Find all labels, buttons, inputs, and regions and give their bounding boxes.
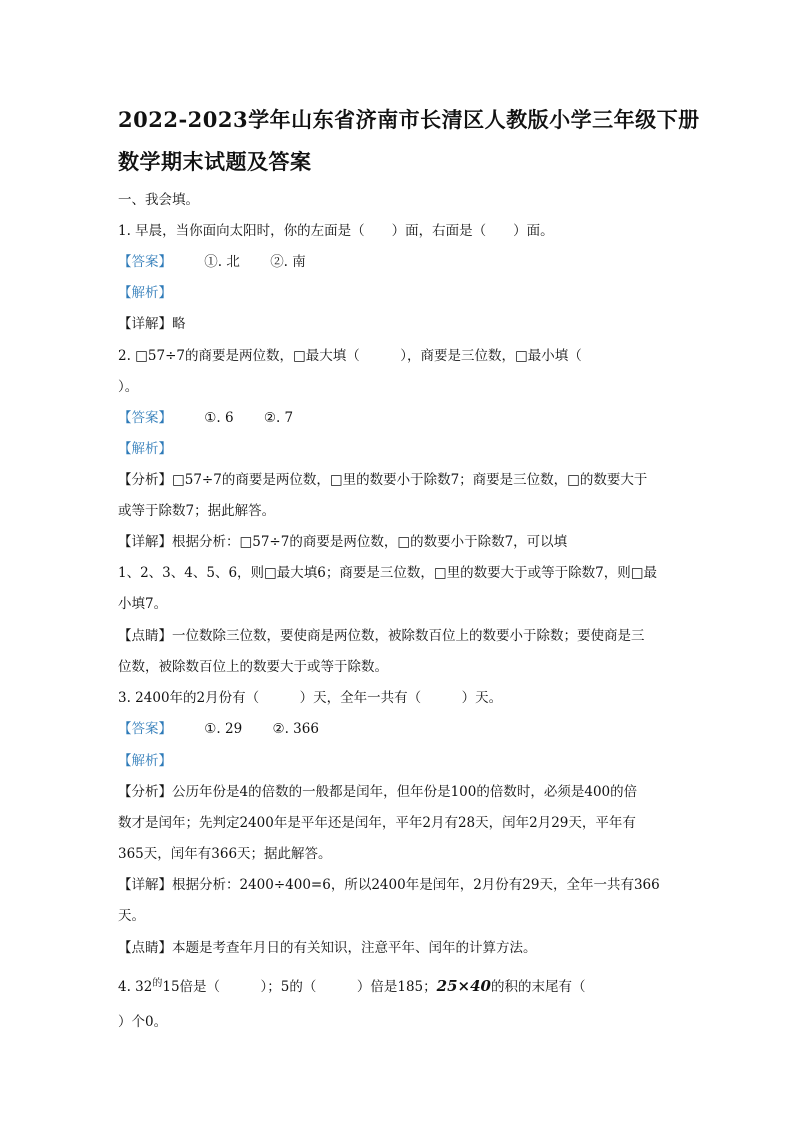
fenxi-tag: 【分析】 [118,784,172,800]
q1-question: 1. 早晨，当你面向太阳时，你的左面是（ ）面，右面是（ ）面。 [118,223,554,239]
q3-fenxi-line-1 [118,780,637,800]
doc-title-line-2: 数学期末试题及答案 [118,149,312,174]
q3-answer-a: ①. 29 [204,721,243,737]
section-heading: 一、我会填。 [118,192,199,208]
q4-part-3: 15倍是（ ）；5的（ ）倍是185； [162,979,437,995]
q2-detail-line-3: 小填7。 [118,596,168,612]
q3-analysis-tag: 【解析】 [118,753,172,769]
q2-fenxi-line-1 [118,468,647,488]
q2-answer-b: ②. 7 [263,410,294,426]
q1-detail-row [118,312,186,332]
fenxi-tag: 【分析】 [118,472,172,488]
q2-question-line-2: ）。 [118,379,139,395]
q4-expression: 25×40 [436,977,491,995]
answer-tag: 【答案】 [118,410,172,426]
q1-answer-row [118,250,306,270]
q3-fenxi-line-3: 365天，闰年有366天；据此解答。 [118,846,332,862]
q1-answer-b: ②. 南 [270,254,306,270]
q2-answer-a: ①. 6 [204,410,234,426]
q2-question-line-1: 2. □57÷7的商要是两位数，□最大填（ ），商要是三位数，□最小填（ [118,348,582,364]
q3-detail-line-1 [118,873,660,893]
q2-answer-row [118,406,293,426]
q2-fenxi-text-1: □57÷7的商要是两位数，□里的数要小于除数7；商要是三位数，□的数要大于 [172,472,648,488]
q4-question-line-1 [118,974,585,995]
q3-detail-line-2: 天。 [118,908,145,924]
q1-detail-text: 略 [172,316,186,332]
q3-dianjing-text: 本题是考查年月日的有关知识，注意平年、闰年的计算方法。 [172,940,537,956]
dianjing-tag: 【点睛】 [118,628,172,644]
q3-fenxi-line-2: 数才是闰年；先判定2400年是平年还是闰年，平年2月有28天，闰年2月29天，平年有 [118,815,636,831]
q4-part-2: 的 [152,978,163,989]
q2-dianjing-text-1: 一位数除三位数，要使商是两位数，被除数百位上的数要小于除数；要使商是三 [172,628,645,644]
answer-tag: 【答案】 [118,721,172,737]
q3-fenxi-text-1: 公历年份是4的倍数的一般都是闰年，但年份是100的倍数时，必须是400的倍 [172,784,638,800]
q2-dianjing-line-2: 位数，被除数百位上的数要大于或等于除数。 [118,659,388,675]
dianjing-tag: 【点睛】 [118,940,172,956]
detail-tag: 【详解】 [118,534,172,550]
q2-dianjing-line-1 [118,624,645,644]
q3-answer-b: ②. 366 [272,721,319,737]
q3-answer-row [118,717,319,737]
detail-tag: 【详解】 [118,316,172,332]
q3-dianjing-row [118,936,537,956]
q3-detail-text-1: 根据分析：2400÷400=6，所以2400年是闰年，2月份有29天，全年一共有366 [172,877,660,893]
detail-tag: 【详解】 [118,877,172,893]
doc-title-line-1: 2022-2023学年山东省济南市长清区人教版小学三年级下册 [118,107,700,132]
q4-part-4: 的积的末尾有（ [490,979,586,995]
q1-answer-a: ①. 北 [204,254,240,270]
q4-question-line-2: ）个0。 [118,1014,168,1030]
q2-detail-text-1: 根据分析：□57÷7的商要是两位数，□的数要小于除数7，可以填 [172,534,568,550]
q4-part-1: 4. 32 [118,979,153,995]
q3-question: 3. 2400年的2月份有（ ）天，全年一共有（ ）天。 [118,690,503,706]
q2-detail-line-2: 1、2、3、4、5、6，则□最大填6；商要是三位数，□里的数要大于或等于除数7，则□最 [118,565,657,581]
q2-fenxi-line-2: 或等于除数7；据此解答。 [118,503,276,519]
q2-detail-line-1 [118,530,567,550]
q1-analysis-tag: 【解析】 [118,285,172,301]
q2-analysis-tag: 【解析】 [118,441,172,457]
answer-tag: 【答案】 [118,254,172,270]
